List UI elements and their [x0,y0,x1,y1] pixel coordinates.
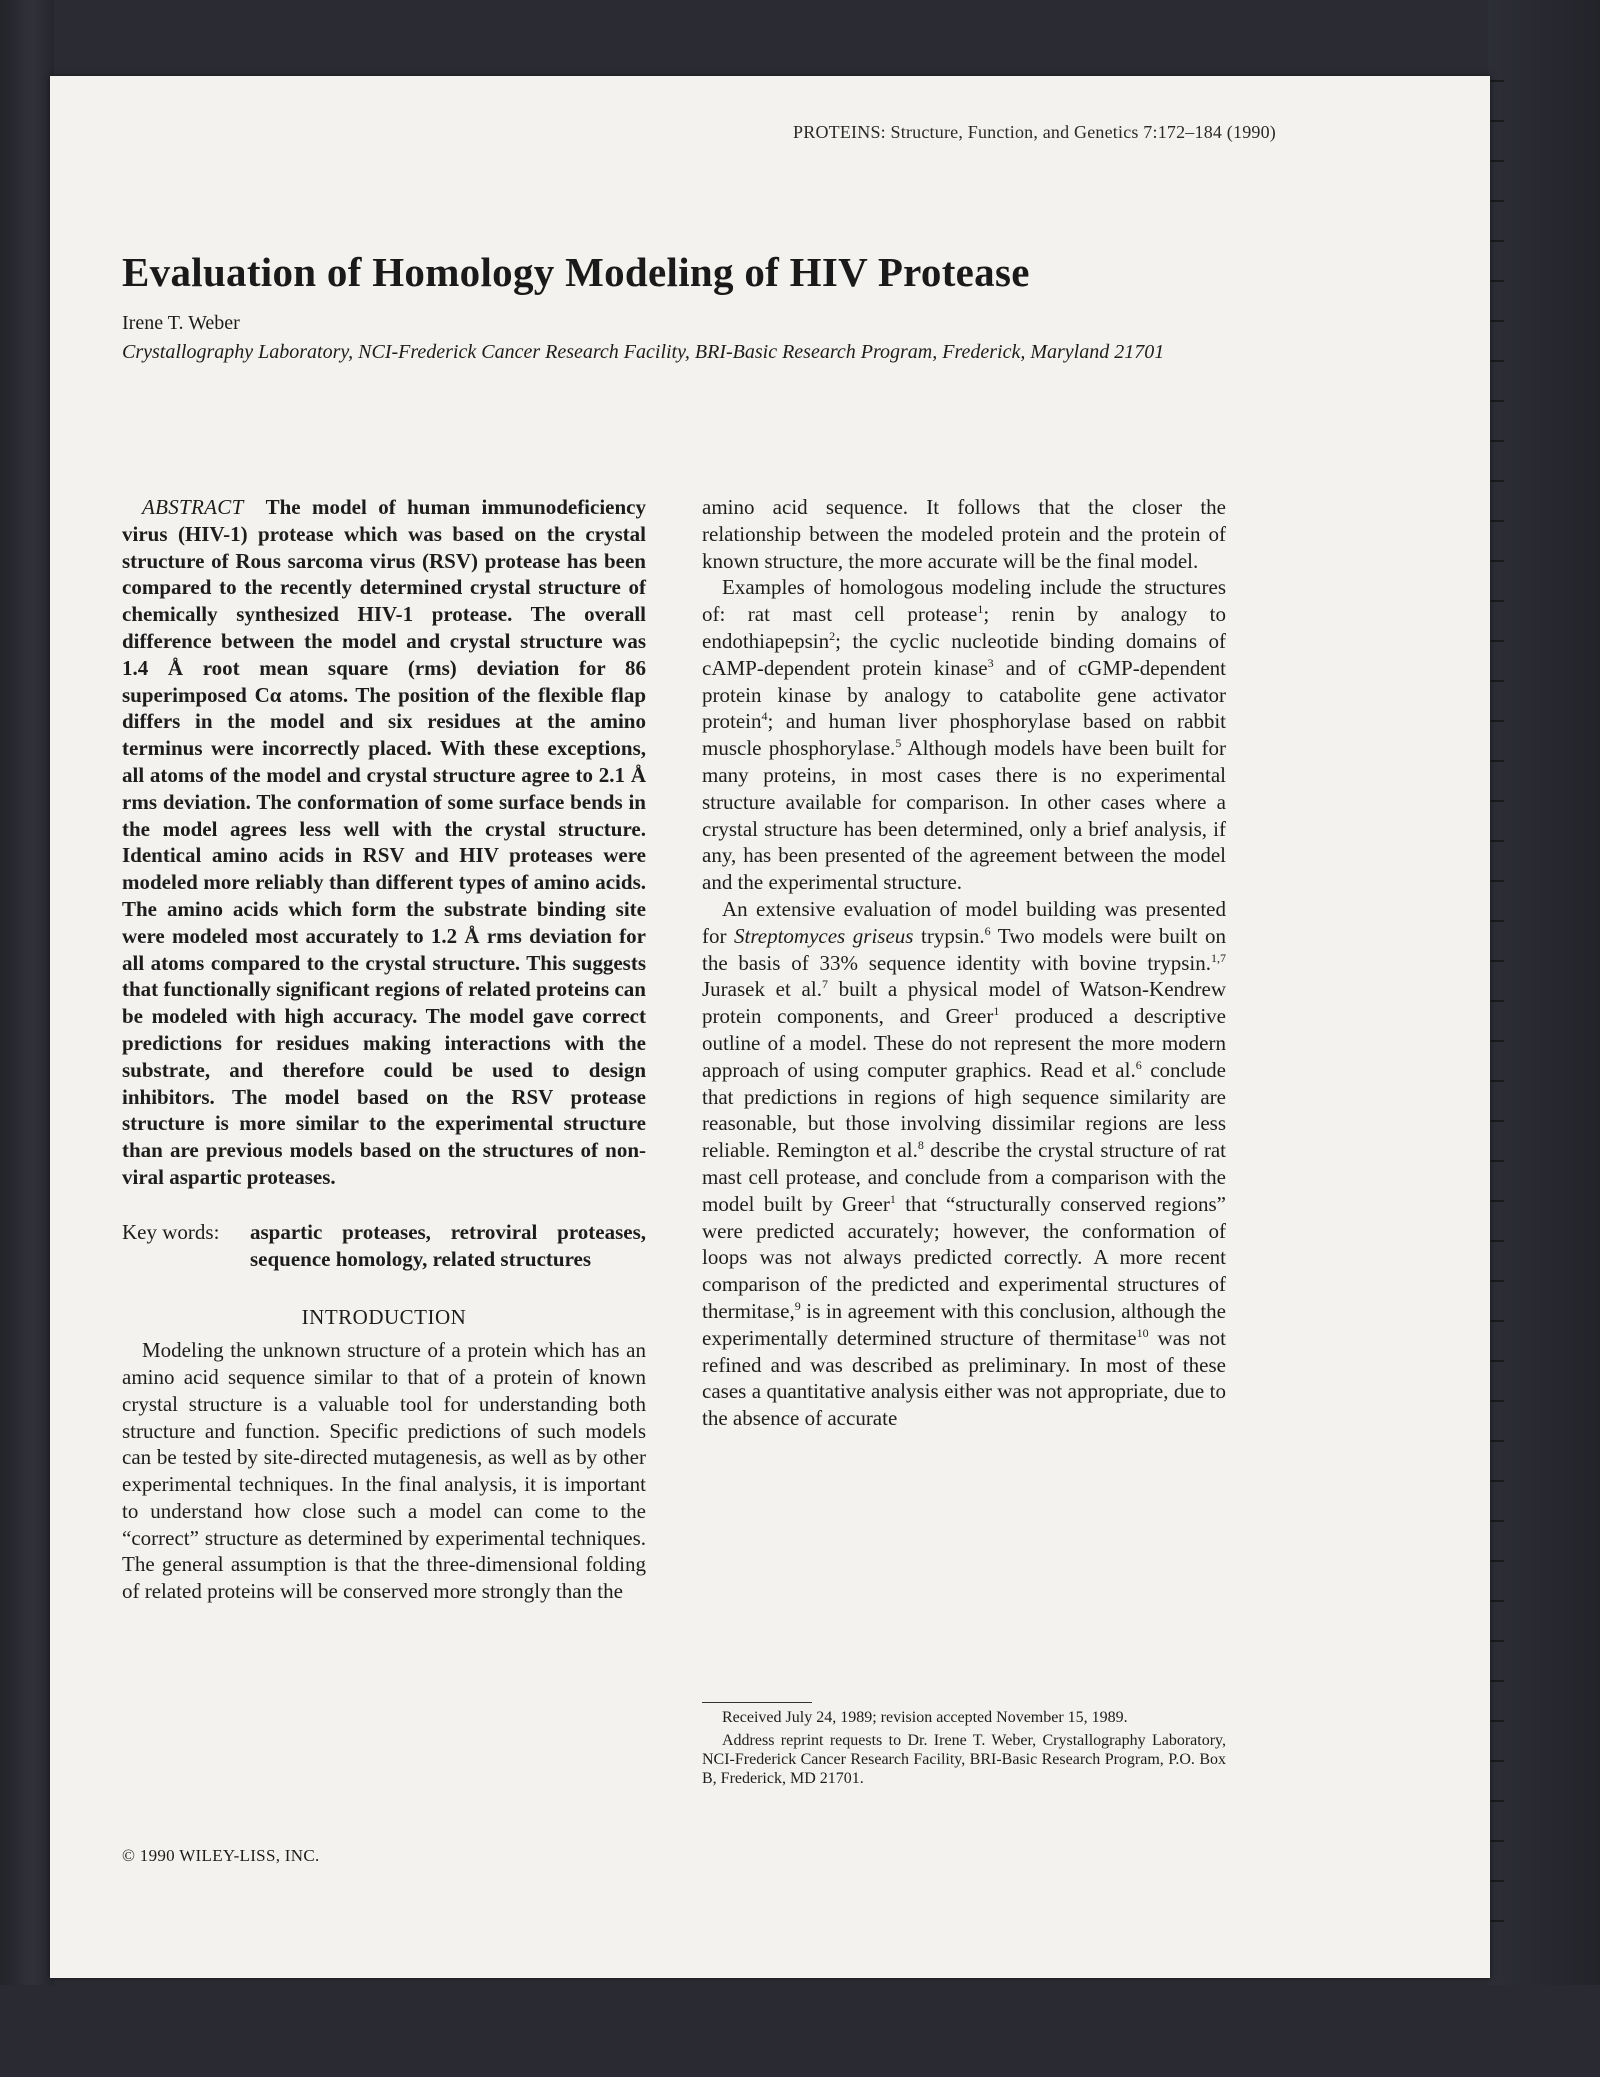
reference-marker: 9 [794,1298,801,1313]
p3-text-a: An extensive evaluation of model building was presented for [702,896,1226,948]
page-edge-ruler [1490,80,1504,1940]
abstract-label: ABSTRACT [142,495,244,519]
p3-text-e: built a physical model of Watson-Kendrew protein components, and Greer [702,977,1226,1029]
p3-text-k: was not refined and was described as preliminary. In most of these cases a quantitative analysis either was not appropriate, due to the absence of accurate [702,1325,1226,1431]
reference-marker: 6 [1135,1057,1142,1072]
p2-text-f: Although models have been built for many proteins, in most cases there is no experimental structure available for comparison. In other cases where a crystal structure has been determined, only a brief analysis, if any, has been presented of the agreement between the model and the experimental structure. [702,736,1226,895]
scan-background-bottom [0,1985,1600,2077]
reference-marker: 2 [829,628,836,643]
intro-paragraph-1-continued: amino acid sequence. It follows that the closer the relationship between the modeled protein and the protein of known structure, the more accurate will be the final model. [702,495,1226,573]
p3-text-d: Jurasek et al. [702,977,822,1002]
p2-text-a: Examples of homologous modeling include the structures of: rat mast cell protease [702,575,1226,627]
right-column [702,494,1226,1432]
p3-text-g: conclude that predictions in regions of high sequence similarity are reasonable, but those involving dissimilar regions are less reliable. Remington et al. [702,1057,1226,1163]
p3-text-f: produced a descriptive outline of a model. These do not represent the more modern approach of using computer graphics. Read et al. [702,1004,1226,1082]
keywords-text: aspartic proteases, retroviral proteases, sequence homology, related structures [250,1219,646,1271]
reference-marker: 1,7 [1211,950,1226,965]
species-name: Streptomyces griseus [734,923,914,948]
intro-paragraph-1: Modeling the unknown structure of a protein which has an amino acid sequence similar to that of a protein of known crystal structure is a valuable tool for understanding both structure and function. Specific predictions of such models can be tested by site-directed mutagenesis, as well as by other experimental techniques. In the final analysis, it is important to understand how close such a model can come to the “correct” structure as determined by experimental techniques. The general assumption is that the three-dimensional folding of related proteins will be conserved more strongly than the [122,1338,646,1604]
journal-header: PROTEINS: Structure, Function, and Genetics 7:172–184 (1990) [793,122,1276,142]
address-note: Address reprint requests to Dr. Irene T. Weber, Crystallography Laboratory, NCI-Frederick Cancer Research Facility, BRI-Basic Research Program, P.O. Box B, Frederick, MD 21701. [702,1732,1226,1787]
copyright-notice: © 1990 WILEY-LISS, INC. [122,1846,320,1865]
reference-marker: 7 [821,977,828,992]
reference-marker: 6 [984,923,991,938]
keywords-label: Key words: [122,1219,220,1244]
reference-marker: 8 [917,1138,924,1153]
footnotes [702,1708,1226,1792]
p3-text-c: Two models were built on the basis of 33% sequence identity with bovine trypsin. [702,923,1226,975]
scan-background-left [0,0,54,2077]
received-note: Received July 24, 1989; revision accepted November 15, 1989. [722,1709,1128,1726]
article-title: Evaluation of Homology Modeling of HIV Protease [122,249,1030,295]
author-affiliation: Crystallography Laboratory, NCI-Frederick Cancer Research Facility, BRI-Basic Research Program, Frederick, Maryland 21701 [122,341,1165,363]
footnote-rule [702,1702,812,1703]
p3-text-b: trypsin. [913,923,985,948]
abstract-text: The model of human immunodeficiency virus (HIV-1) protease which was based on the crystal structure of Rous sarcoma virus (RSV) protease has been compared to the recently determined crystal structure of chemically synthesized HIV-1 protease. The overall difference between the model and crystal structure was 1.4 Å root mean square (rms) deviation for 86 superimposed Cα atoms. The position of the flexible flap differs in the model and six residues at the amino terminus were incorrectly placed. With these exceptions, all atoms of the model and crystal structure agree to 2.1 Å rms deviation. The conformation of some surface bends in the model agrees less well with the crystal structure. Identical amino acids in RSV and HIV proteases were modeled more reliably than different types of amino acids. The amino acids which form the substrate binding site were modeled most accurately to 1.2 Å rms deviation for all atoms compared to the crystal structure. This suggests that functionally significant regions of related proteins can be modeled with high accuracy. The model gave correct predictions for residues making interactions with the substrate, and therefore could be used to design inhibitors. The model based on the RSV protease structure is more similar to the experimental structure than are previous models based on the structures of non-viral aspartic proteases. [122,495,646,1189]
p2-text-b: ; renin by analogy to endothiapepsin [702,602,1226,653]
reference-marker: 5 [895,736,902,751]
p2-text-e: ; and human liver phosphorylase based on rabbit muscle phosphorylase. [702,709,1226,761]
p2-text-d: and of cGMP-dependent protein kinase by analogy to catabolite gene activator protein [702,655,1226,734]
reference-marker: 4 [761,709,768,724]
author-name: Irene T. Weber [122,312,240,334]
p3-text-h: describe the crystal structure of rat mast cell protease, and conclude from a comparison with the model built by Greer [702,1138,1226,1216]
reference-marker: 1 [977,602,984,617]
reference-marker: 3 [987,655,994,670]
p3-text-i: that “structurally conserved regions” were predicted accurately; however, the conformation of loops was not always predicted correctly. A more recent comparison of the predicted and experimental structures of thermitase, [702,1191,1226,1323]
scan-background-right [1488,0,1600,2077]
intro-paragraph-3 [702,896,1226,1432]
p3-text-j: is in agreement with this conclusion, although the experimentally determined structure of thermitase [702,1298,1226,1350]
introduction-heading: INTRODUCTION [301,1305,467,1330]
reference-marker: 1 [889,1191,896,1206]
keywords [122,1219,646,1273]
left-column [122,494,646,1605]
p2-text-c: ; the cyclic nucleotide binding domains of cAMP-dependent protein kinase [702,628,1226,680]
abstract [122,494,646,1191]
reference-marker: 10 [1136,1325,1149,1340]
reference-marker: 1 [993,1004,1000,1019]
intro-paragraph-2 [702,574,1226,896]
